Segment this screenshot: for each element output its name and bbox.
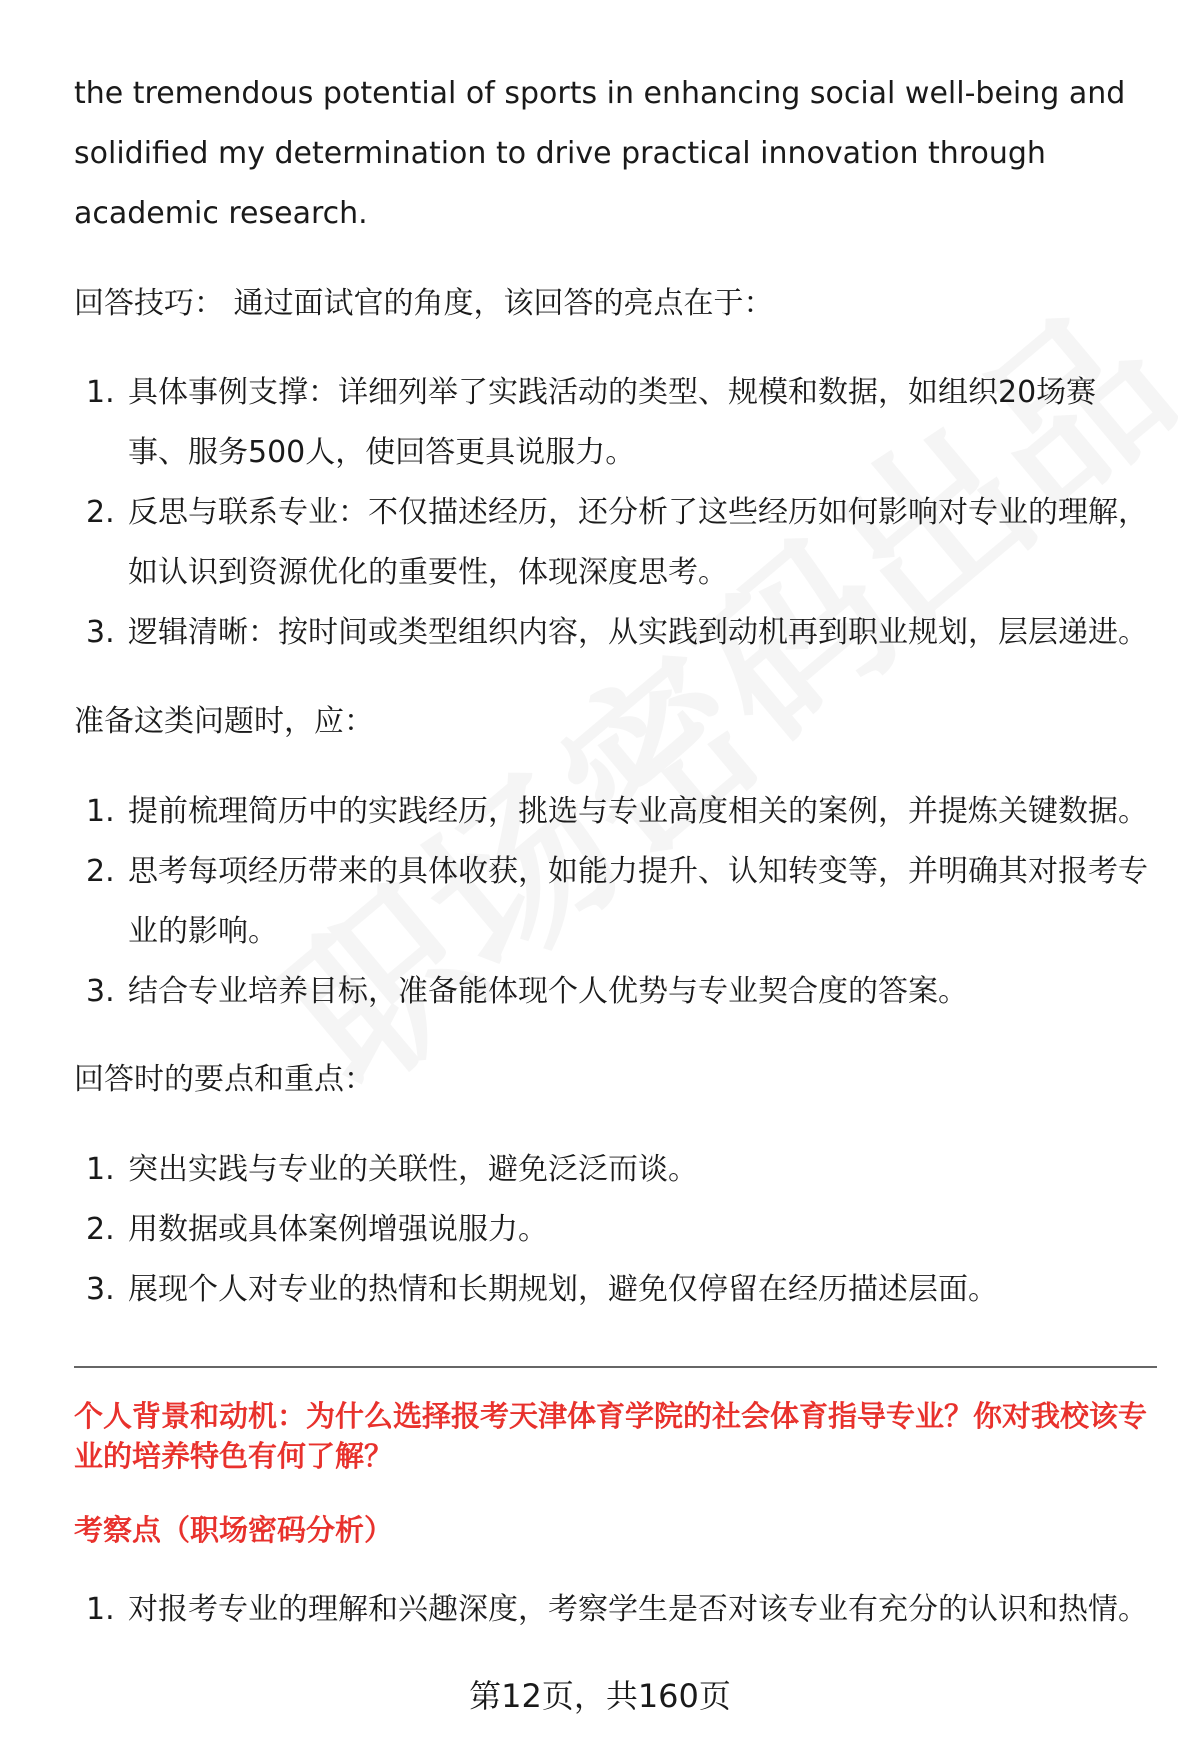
list-text: 用数据或具体案例增强说服力。: [128, 1212, 548, 1247]
list-text: 展现个人对专业的热情和长期规划，避免仅停留在经历描述层面。: [128, 1272, 998, 1307]
analysis-list: [74, 1580, 1154, 1640]
list-item: [74, 1580, 1154, 1640]
list-text: 对报考专业的理解和兴趣深度，考察学生是否对该专业有充分的认识和热情。: [128, 1592, 1148, 1627]
list-number: 1.: [86, 375, 115, 410]
list-item: [74, 603, 1154, 663]
analysis-heading: 考察点（职场密码分析）: [74, 1513, 394, 1547]
list-number: 2.: [86, 1212, 115, 1247]
keypoints-heading: 回答时的要点和重点：: [74, 1062, 374, 1097]
tips-list: [74, 363, 1154, 663]
list-number: 3.: [86, 1272, 115, 1307]
list-text: 具体事例支撑：详细列举了实践活动的类型、规模和数据，如组织20场赛事、服务500人，使回答更具说服力。: [128, 375, 1097, 470]
list-item: [74, 842, 1154, 962]
list-text: 反思与联系专业：不仅描述经历，还分析了这些经历如何影响对专业的理解，如认识到资源优化的重要性，体现深度思考。: [128, 495, 1148, 590]
question-heading: 个人背景和动机：为什么选择报考天津体育学院的社会体育指导专业？你对我校该专业的培养特色有何了解？: [74, 1399, 1148, 1473]
list-item: [74, 962, 1154, 1022]
list-number: 1.: [86, 1592, 115, 1627]
list-number: 3.: [86, 615, 115, 650]
list-text: 提前梳理简历中的实践经历，挑选与专业高度相关的案例，并提炼关键数据。: [128, 794, 1148, 829]
list-item: [74, 363, 1154, 483]
list-item: [74, 782, 1154, 842]
list-text: 突出实践与专业的关联性，避免泛泛而谈。: [128, 1152, 698, 1187]
page-footer: 第12页，共160页: [469, 1677, 731, 1715]
keypoints-list: [74, 1140, 1154, 1320]
tips-heading: 回答技巧： 通过面试官的角度，该回答的亮点在于：: [74, 286, 774, 321]
list-item: [74, 1140, 1154, 1200]
list-number: 3.: [86, 974, 115, 1009]
list-number: 1.: [86, 1152, 115, 1187]
list-text: 思考每项经历带来的具体收获，如能力提升、认知转变等，并明确其对报考专业的影响。: [128, 854, 1148, 949]
list-text: 逻辑清晰：按时间或类型组织内容，从实践到动机再到职业规划，层层递进。: [128, 615, 1148, 650]
list-number: 1.: [86, 794, 115, 829]
section-divider: [74, 1366, 1157, 1368]
list-item: [74, 483, 1154, 603]
list-item: [74, 1200, 1154, 1260]
list-item: [74, 1260, 1154, 1320]
list-number: 2.: [86, 854, 115, 889]
list-number: 2.: [86, 495, 115, 530]
list-text: 结合专业培养目标，准备能体现个人优势与专业契合度的答案。: [128, 974, 968, 1009]
prepare-list: [74, 782, 1154, 1022]
intro-paragraph: the tremendous potential of sports in enhancing social well-being and solidified my determination to drive practical innovation through academic research.: [74, 76, 1126, 231]
prepare-heading: 准备这类问题时，应：: [74, 704, 374, 739]
